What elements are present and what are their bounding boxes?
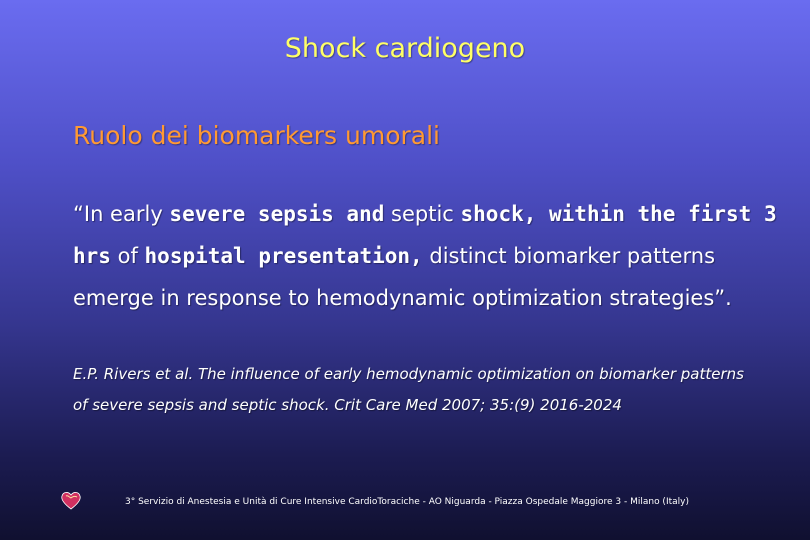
footer-institution: 3° Servizio di Anestesia e Unità di Cure Intensive CardioToraciche - AO Niguarda - Piazza Ospedale Maggiore 3 - Milano (Italy) [125, 497, 689, 507]
slide-subtitle: Ruolo dei biomarkers umorali [73, 121, 440, 150]
quote-text: distinct biomarker patterns [422, 244, 716, 268]
reference-line-2: of severe sepsis and septic shock. Crit Care Med 2007; 35:(9) 2016-2024 [73, 396, 622, 414]
quote-line-3: emerge in response to hemodynamic optimization strategies”. [73, 286, 732, 310]
quote-emphasis: hrs [73, 244, 111, 268]
quote-text: “In early [73, 202, 170, 226]
quote-text: septic [384, 202, 461, 226]
heart-logo-icon [60, 490, 82, 510]
quote-emphasis: hospital presentation, [144, 244, 423, 268]
quote-text: of [110, 244, 145, 268]
quote-line-1 [73, 202, 793, 226]
quote-emphasis: shock, within the first 3 [460, 202, 777, 226]
quote-line-2 [73, 244, 793, 268]
slide-title: Shock cardiogeno [284, 33, 526, 64]
reference-line-1: E.P. Rivers et al. The influence of early hemodynamic optimization on biomarker patterns [73, 365, 744, 383]
quote-emphasis: severe sepsis and [169, 202, 385, 226]
